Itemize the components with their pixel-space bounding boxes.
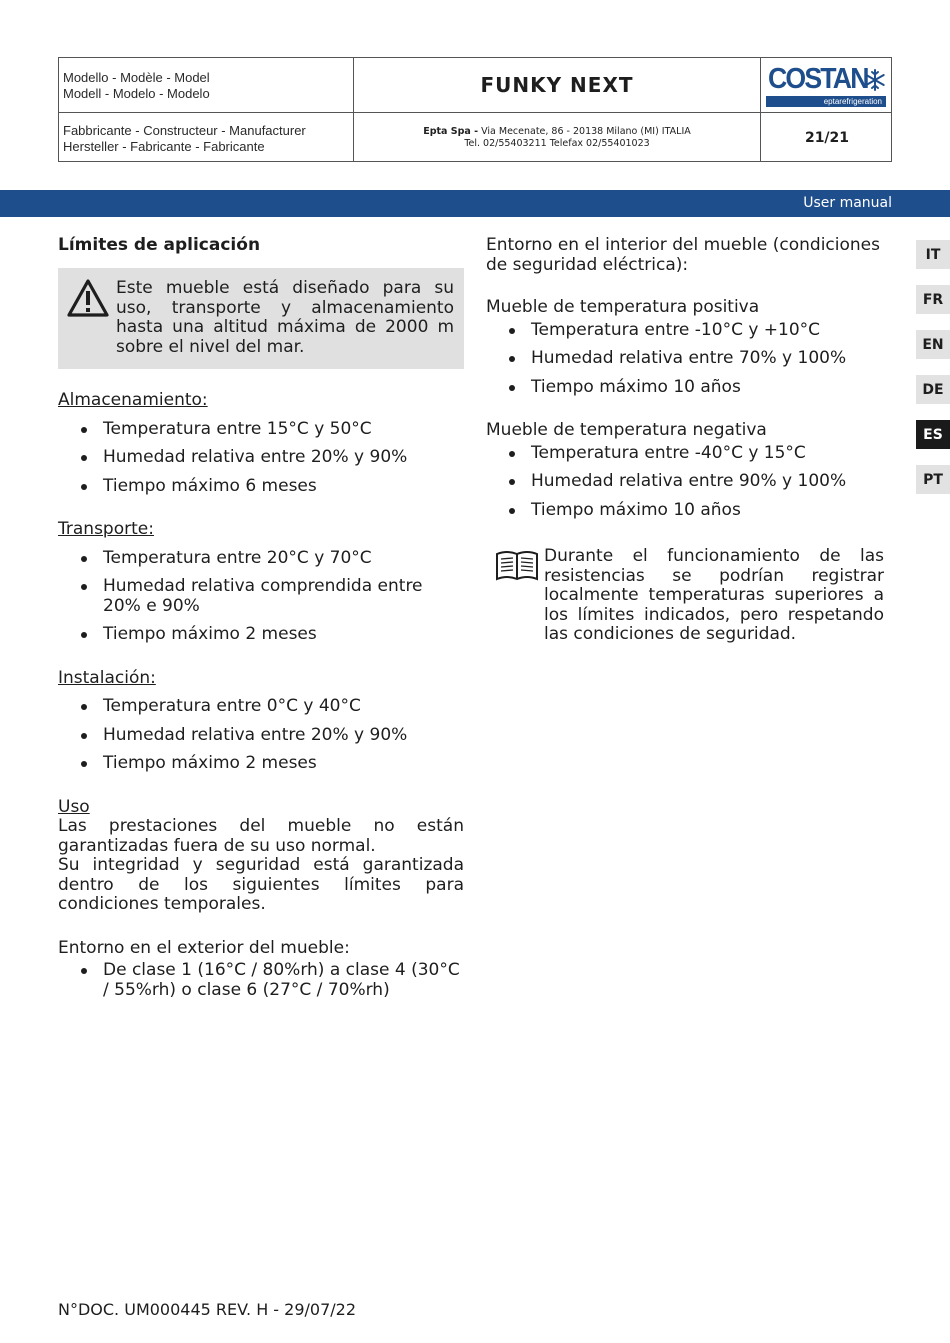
model-label-line-2: Modell - Modelo - Modelo — [63, 86, 210, 101]
company-info — [354, 113, 760, 163]
list-item: Humedad relativa entre 20% y 90% — [103, 726, 464, 746]
list-item: Tiempo máximo 2 meses — [103, 754, 464, 774]
product-name-cell — [354, 58, 760, 112]
list-item: Temperatura entre 20°C y 70°C — [103, 549, 464, 569]
storage-heading: Almacenamiento: — [58, 390, 208, 410]
costan-logo — [766, 63, 888, 107]
note-box — [486, 547, 894, 647]
installation-section — [58, 669, 464, 774]
section-band — [0, 190, 950, 217]
warning-box — [58, 268, 464, 369]
language-tab-de[interactable]: DE — [916, 375, 950, 404]
note-text: Durante el funcionamiento de las resistencias se podrían registrar localmente temperaturas superiores a los límites indicados, pero respetando las condiciones de seguridad. — [544, 546, 884, 644]
manufacturer-label — [63, 123, 353, 155]
positive-heading: Mueble de temperatura positiva — [486, 297, 760, 317]
language-tabs — [916, 240, 950, 510]
list-item: Humedad relativa entre 20% y 90% — [103, 448, 464, 468]
list-item: Temperatura entre 15°C y 50°C — [103, 420, 464, 440]
snowflake-icon — [864, 69, 886, 91]
list-item: De clase 1 (16°C / 80%rh) a clase 4 (30°C / 55%rh) o clase 6 (27°C / 70%rh) — [103, 961, 464, 1000]
storage-section — [58, 391, 464, 496]
use-section — [58, 798, 464, 915]
exterior-heading: Entorno en el exterior del mueble: — [58, 937, 350, 958]
language-tab-pt[interactable]: PT — [916, 465, 950, 494]
logo-tagline: eptarefrigeration — [766, 96, 886, 107]
use-heading: Uso — [58, 796, 90, 817]
manufacturer-label-line-1: Fabbricante - Constructeur - Manufacturer — [63, 123, 306, 138]
list-item: Tiempo máximo 10 años — [531, 501, 894, 521]
manufacturer-label-line-2: Hersteller - Fabricante - Fabricante — [63, 139, 265, 154]
list-item: Tiempo máximo 2 meses — [103, 625, 464, 645]
language-tab-es[interactable]: ES — [916, 420, 950, 449]
logo-wordmark: COSTAN — [768, 63, 868, 95]
list-item: Humedad relativa entre 70% y 100% — [531, 349, 894, 369]
right-column — [486, 232, 894, 647]
language-tab-fr[interactable]: FR — [916, 285, 950, 314]
list-item: Temperatura entre -10°C y +10°C — [531, 321, 894, 341]
negative-heading: Mueble de temperatura negativa — [486, 420, 767, 440]
use-paragraph-1: Las prestaciones del mueble no están garantizadas fuera de su uso normal. — [58, 816, 464, 856]
installation-heading: Instalación: — [58, 667, 156, 688]
section-title: Límites de aplicación — [58, 235, 261, 255]
brand-logo-cell — [761, 58, 893, 112]
document-header-table — [58, 57, 892, 162]
company-phone: Tel. 02/55403211 Telefax 02/55401023 — [464, 138, 650, 149]
list-item: Tiempo máximo 6 meses — [103, 477, 464, 497]
list-item: Tiempo máximo 10 años — [531, 378, 894, 398]
product-name: FUNKY NEXT — [480, 73, 634, 97]
document-reference: N°DOC. UM000445 REV. H - 29/07/22 — [58, 1300, 357, 1319]
band-label: User manual — [803, 195, 892, 211]
transport-section — [58, 520, 464, 645]
company-name: Epta Spa - — [423, 126, 479, 137]
negative-temp-section — [486, 421, 894, 520]
exterior-section — [58, 939, 464, 1001]
language-tab-en[interactable]: EN — [916, 330, 950, 359]
list-item: Temperatura entre -40°C y 15°C — [531, 444, 894, 464]
list-item: Humedad relativa entre 90% y 100% — [531, 472, 894, 492]
positive-temp-section — [486, 298, 894, 397]
use-paragraph-2: Su integridad y seguridad está garantizada dentro de los siguientes límites para condiciones temporales. — [58, 855, 464, 914]
list-item: Temperatura entre 0°C y 40°C — [103, 697, 464, 717]
company-address: Via Mecenate, 86 - 20138 Milano (MI) ITALIA — [478, 126, 691, 137]
language-tab-it[interactable]: IT — [916, 240, 950, 269]
model-label-line-1: Modello - Modèle - Model — [63, 70, 210, 85]
interior-heading: Entorno en el interior del mueble (condiciones de seguridad eléctrica): — [486, 235, 880, 275]
left-column — [58, 232, 464, 1000]
page-number: 21/21 — [804, 130, 850, 146]
model-label — [63, 70, 353, 102]
list-item: Humedad relativa comprendida entre 20% e 90% — [103, 577, 464, 616]
open-book-icon — [494, 549, 540, 583]
warning-triangle-icon — [66, 278, 110, 318]
transport-heading: Transporte: — [58, 519, 154, 539]
warning-text: Este mueble está diseñado para su uso, transporte y almacenamiento hasta una altitud máxima de 2000 m sobre el nivel del mar. — [116, 278, 454, 357]
